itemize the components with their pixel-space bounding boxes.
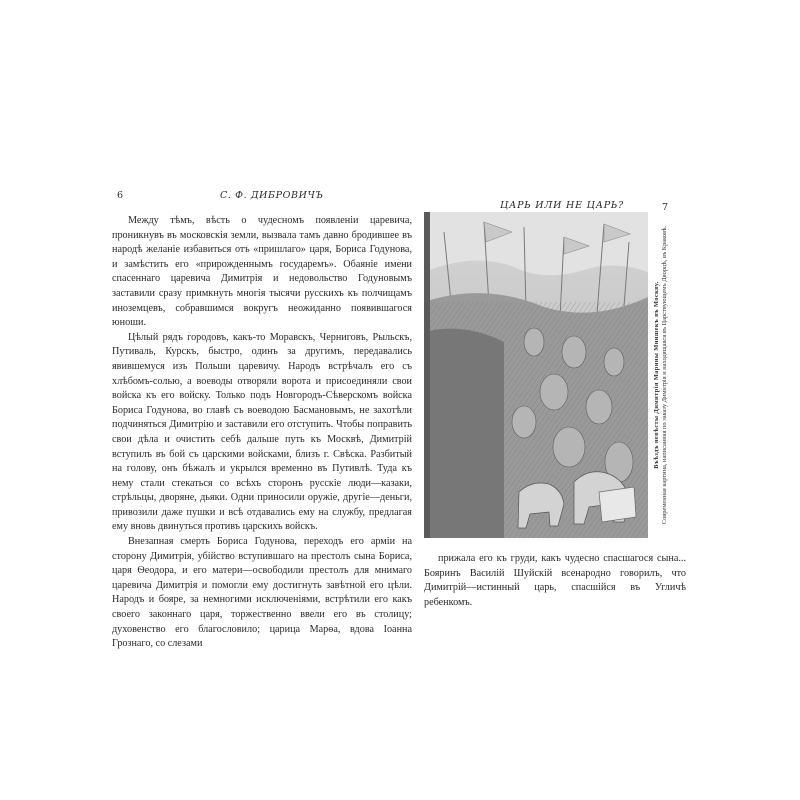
right-page (424, 190, 686, 650)
paragraph-1: Между тѣмъ, вѣсть о чудесномъ появленіи царевича, проникнувъ въ московскія земли, вызвала тамъ давно бродившее въ народѣ желаніе избавиться отъ «пришлаго» царя, Бориса Годунова, и замѣстить его «прирожденнымъ государемъ». Обаяніе имени спасеннаго царевича Димитрія и недовольство Годуновымъ заставили сразу примкнуть многія тысячи русскихъ къ полчищамъ иноземцевъ, собравшимся вокругъ неожиданно появившагося юноши. (112, 215, 412, 329)
right-page-number: 7 (662, 202, 669, 213)
left-page (112, 190, 412, 652)
caption-title: Въѣздъ невѣсты Димитрія Марины Мнишекъ въ Москву. (653, 281, 660, 469)
left-running-title: С. Ф. ДИБРОВИЧЪ (220, 190, 324, 201)
right-running-title: ЦАРЬ ИЛИ НЕ ЦАРЬ? (500, 200, 625, 211)
paragraph-2: Цѣлый рядъ городовъ, какъ-то Моравскъ, Черниговъ, Рыльскъ, Путиваль, Курскъ, быстро, одинъ за другимъ, передавались явившемуся изъ Польши царевичу. Народъ встрѣчалъ его съ хлѣбомъ-солью, а воеводы отворяли ворота и присоединяли свои войска къ его войску. Только подъ Новгородъ-Сѣверскомъ войска Бориса Годунова, во главѣ съ воеводою Басмановымъ, не захотѣли подчиняться Димитрію и заставили его отступить. Чтобы поправить свои дѣла и очистить себѣ дальше путь къ Москвѣ, Димитрій вступилъ въ бой съ царскими войсками, близъ г. Свѣска. Разбитый на голову, онъ бѣжалъ и укрылся временно въ Путивлѣ. Туда къ нему стали стекаться со всѣхъ сторонъ русскіе люди—казаки, стрѣльцы, дворяне, дьяки. Одни приносили оружіе, другіе—деньги, привозили даже пушки и всѣ отдавались ему на службу, предлагая ему вновь двинуться противъ царскихъ войскъ. (112, 331, 412, 533)
vertical-caption (653, 212, 687, 538)
caption-note: Современная картина, написанная по заказу Димитрія и находящаяся въ Царствующемъ Дворцѣ, въ Краковѣ. (661, 225, 669, 525)
left-page-number: 6 (117, 190, 124, 201)
right-body-text (424, 552, 686, 610)
left-body-text (112, 214, 412, 652)
continuation-paragraph: прижала его къ груди, какъ чудесно спасшагося сына... Бояринъ Василій Шуйскій всенародно говорилъ, что Димитрій—истинный царь, спасшійся въ Угличѣ ребенкомъ. (424, 553, 686, 608)
engraving-image (424, 212, 648, 538)
illustration-plate (424, 212, 648, 538)
paragraph-3: Внезапная смерть Бориса Годунова, переходъ его арміи на сторону Димитрія, убійство вступившаго на престолъ сына Бориса, царя Ѳеодора, и его матери—освободили престолъ для мнимаго царевича Димитрія и помогли ему достигнуть завѣтной его цѣли. Народъ и бояре, за немногими исключеніями, встрѣтили его какъ своего законнаго царя, торжественно ввели его въ столицу; духовенство его благословило; царица Марѳа, вдова Іоанна Грознаго, со слезами (112, 536, 412, 650)
left-running-head (112, 190, 412, 206)
